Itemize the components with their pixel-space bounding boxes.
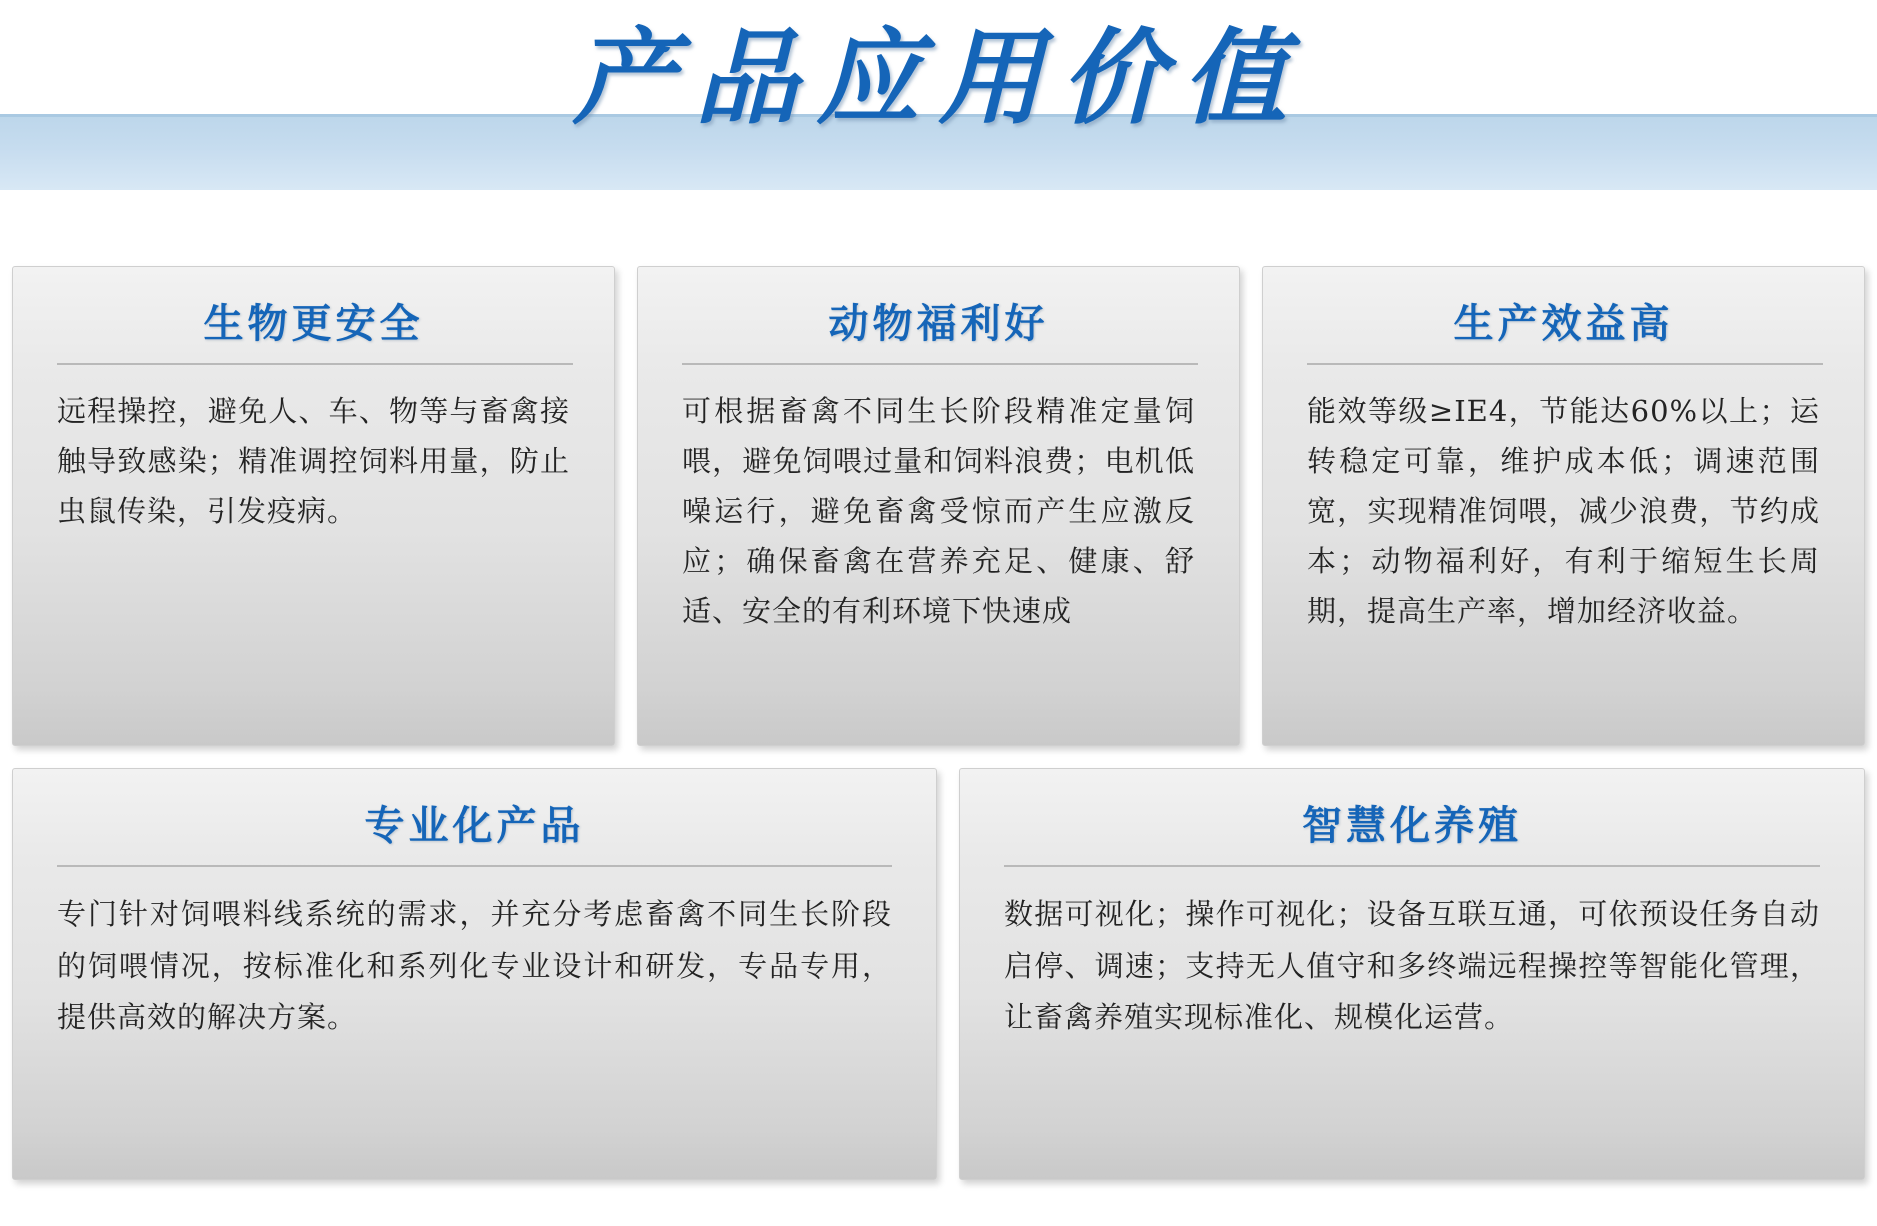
card-smart-farming — [959, 768, 1865, 1180]
card-divider — [682, 363, 1198, 365]
page-header — [0, 0, 1877, 200]
value-cards-grid — [12, 266, 1865, 1202]
card-biosafety — [12, 266, 615, 746]
card-divider — [1307, 363, 1823, 365]
card-divider — [1004, 865, 1820, 867]
card-divider — [57, 363, 573, 365]
card-body: 数据可视化；操作可视化；设备互联互通，可依预设任务自动启停、调速；支持无人值守和多终端远程操控等智能化管理，让畜禽养殖实现标准化、规模化运营。 — [1004, 897, 1820, 1035]
card-divider — [57, 865, 892, 867]
card-title: 智慧化养殖 — [1302, 803, 1522, 849]
card-body: 可根据畜禽不同生长阶段精准定量饲喂，避免饲喂过量和饲料浪费；电机低噪运行，避免畜禽受惊而产生应激反应；确保畜禽在营养充足、健康、舒适、安全的有利环境下快速成 — [682, 394, 1195, 628]
card-production-efficiency — [1262, 266, 1865, 746]
card-animal-welfare — [637, 266, 1240, 746]
cards-row-top — [12, 266, 1865, 746]
card-title: 动物福利好 — [828, 301, 1049, 347]
card-title: 生产效益高 — [1453, 301, 1674, 347]
card-body: 专门针对饲喂料线系统的需求，并充分考虑畜禽不同生长阶段的饲喂情况，按标准化和系列化专业设计和研发，专品专用，提供高效的解决方案。 — [57, 897, 892, 1035]
cards-row-bottom — [12, 768, 1865, 1180]
card-title: 生物更安全 — [203, 301, 424, 347]
card-professional-product — [12, 768, 937, 1180]
card-title: 专业化产品 — [364, 803, 585, 849]
card-body: 远程操控，避免人、车、物等与畜禽接触导致感染；精准调控饲料用量，防止虫鼠传染，引发疫病。 — [57, 394, 570, 528]
card-body: 能效等级≥IE4，节能达60%以上；运转稳定可靠，维护成本低；调速范围宽，实现精准饲喂，减少浪费，节约成本；动物福利好，有利于缩短生长周期，提高生产率，增加经济收益。 — [1307, 394, 1820, 628]
page-title: 产品应用价值 — [572, 16, 1305, 139]
